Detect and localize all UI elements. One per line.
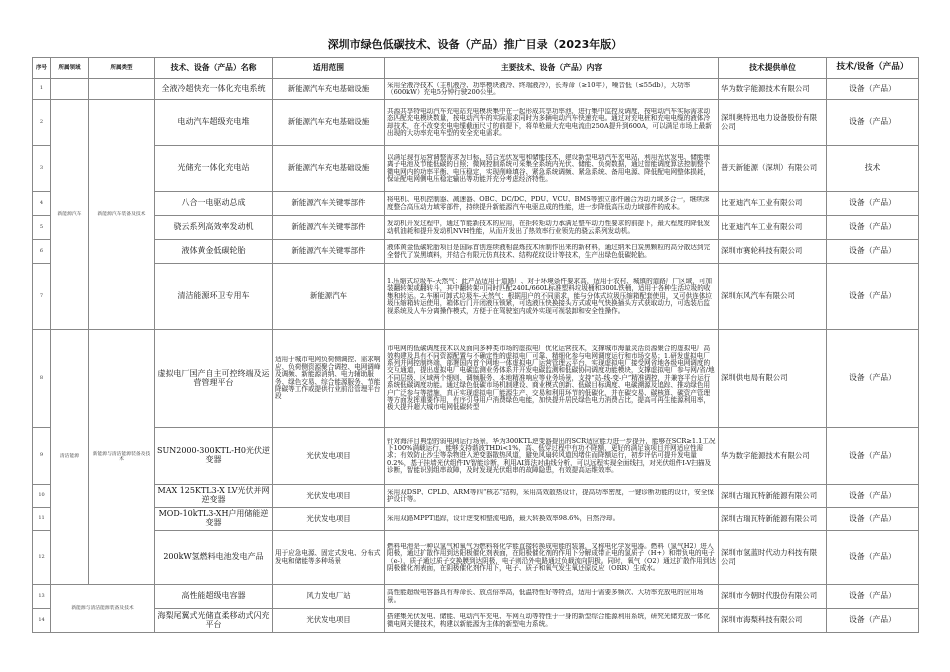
cell-domain: 新能源汽车 <box>51 100 89 330</box>
content-text: 搭建集光伏发电、储能、电动汽车充电、车网互动等特性于一身的新型综合能源利用系统，研究光储充放一体化微电网关键技术，构建以新能源为主体的新型电力系统。 <box>387 613 711 628</box>
cell-content <box>385 100 719 146</box>
cell-type: 设备（产品） <box>827 330 919 428</box>
header-row <box>33 58 919 79</box>
content-text: 高性能超级电容器具有寿命长、放点倍率高，低温特性好等特点，适用于需要多频次、大功率充放电的应用场景。 <box>387 589 704 604</box>
cell-provider: 比亚迪汽车工业有限公司 <box>719 192 827 216</box>
cell-name: 液体黄金低碳轮胎 <box>155 240 273 264</box>
cell-seq: 5 <box>33 216 51 240</box>
cell-scope: 新能源汽车充电基础设施 <box>273 146 385 192</box>
cell-scope: 新能源汽车充电基础设施 <box>273 100 385 146</box>
cell-domain: 清洁能源 <box>51 330 89 585</box>
cell-provider: 深圳市今朝时代股份有限公司 <box>719 585 827 609</box>
cell-type: 设备（产品） <box>827 240 919 264</box>
cell-provider: 深圳市氢蓝时代动力科技有限公司 <box>719 531 827 585</box>
cell-category: 新能源与清洁能源装备及技术 <box>51 585 155 633</box>
cell-name: SUN2000-300KTL-H0光伏逆变器 <box>155 428 273 485</box>
table-row <box>33 585 919 609</box>
content-text: 针对海洋目典型的弱电网运行场景，华为300KTL逆变器提出的SCR适应能力进一步提升，能够在SCR≥1.1工况下100%满载运行，能够支持谐波THDi<1%，高、低穿过程中有功不降额，更好的满足该项目并网适应性需求；有效防止沙尘等杂物进入逆变器散热风道，避免风扇转风道因堵住而降额运行，初步评估可提升发电量0.2%，基于挂墙光伏组件IV智能诊断，利用AI算法对曲线分析，可以远程实现全面线扫，对光伏组件I-V扫描及诊断，智能识别组串故障，及时发现光伏组串的故障隐患，有效提高运维效率。 <box>387 437 716 475</box>
cell-type: 设备（产品） <box>827 585 919 609</box>
header-category: 所属类型 <box>89 58 155 79</box>
cell-category: 新能源与清洁能源装备及技术 <box>89 330 155 585</box>
cell-content <box>385 585 719 609</box>
cell-content <box>385 146 719 192</box>
cell-provider: 比亚迪汽车工业有限公司 <box>719 216 827 240</box>
table-row <box>33 100 919 146</box>
scope-text: 适用于城市电网负荷侧调控、需求响应、负荷侧资源聚合调控、电网调峰及调频、新能源消纳、电力辅助服务、绿色交易、综合能源服务、节能降碳等工作或提供行业前沿管理平台段 <box>275 356 381 401</box>
content-text: 以满足现有运营调整需求为目标，结合光伏发电和储能技术，建设新型电动汽车充电站，利用光伏发电、储能锂离子电池及节能低碳的日照；微网控制系统可采集全系统内光伏、储能、负荷数据，通过智能调度算法控制整个微电网内的功率平衡、电压稳定，实现削峰填谷、紧急系统调频、紧急系统、备用电源、降低配电网整体损耗，保证配电网侧电压稳定输出等功能并充分考虑经济特性。 <box>387 153 711 183</box>
cell-seq: 7 <box>33 264 51 330</box>
table-row <box>33 192 919 216</box>
header-domain: 所属领域 <box>51 58 89 79</box>
table-row <box>33 146 919 192</box>
cell-type: 设备（产品） <box>827 216 919 240</box>
header-seq: 序号 <box>33 58 51 79</box>
table-row <box>33 508 919 531</box>
cell-content <box>385 609 719 633</box>
cell-provider: 深圳古瑞瓦特新能源有限公司 <box>719 508 827 531</box>
cell-provider: 深圳市海梨科技有限公司 <box>719 609 827 633</box>
table-row <box>33 264 919 330</box>
cell-type: 设备（产品） <box>827 508 919 531</box>
header-type: 技术/设备（产品） <box>827 58 919 79</box>
header-content: 主要技术、设备（产品）内容 <box>385 58 719 79</box>
content-text: 市电网的低碳调度技术以及面向多种类市场的虚拟电厂优化运营技术，支撑城市海量灵活资源聚合的虚拟电厂高效构建及具有不同资源配置与不确定性的虚拟电厂可靠、精细化参与电网调度运行和市场交易；1.研发虚拟电厂系列并网控制终端，部署国内首个网地一体虚拟电厂运营管理云平台，实现虚拟电厂接受网省地各级电网调度的交互通道，提出虚拟电厂电碳监测业务体系并开发电碳监测和低碳协同调度功能模块，支撑虚拟电厂参与网/省/地不同层级、区域两个细则、调频服务、本地精准响应等业务场景，支持“站-线-变-户”精准调控，并兼容平台运行系统低碳调度功能。通过绿色低碳市场机制建设、商业模式创新、低碳目标调度、电碳溯源及追踪、推动绿色用户广泛参与等措施，真正实现虚拟电厂能源生产、交易和利用环节的低碳化，并在碳交易、碳核算、碳资产管理等方面发挥重要作用，有序引导用户消费绿色电能，加快提升居民绿色电力消费占比，提高可再生能源利用率，极大提升超大城市电网低碳转型 <box>387 345 715 412</box>
cell-content <box>385 508 719 531</box>
cell-type: 设备（产品） <box>827 264 919 330</box>
cell-name: 清洁能源环卫专用车 <box>155 264 273 330</box>
cell-domain <box>51 79 89 100</box>
cell-scope: 用于应急电源、固定式发电、分布式发电和储能等多种场景 <box>273 531 385 585</box>
cell-name: 虚拟电厂国产自主可控终端及运营管理平台 <box>155 330 273 428</box>
table-row <box>33 531 919 585</box>
cell-content <box>385 264 719 330</box>
content-text: 1.压缩式垃圾车-天然气：此产品适用于道路厂、对于环境条件要求高，适用于农村、城镇的道路厂广区域，可加装翻转架或翻转斗，其中翻转架可同时匹配240L/660L标准塑料垃圾桶和300L铁桶，适用于各种生活垃圾的收集和转运。2.车厢可卸式垃圾车-天然气：根据用户的不同需求，能与分体式垃圾压缩箱配套使用，又可供连体垃圾压缩箱转运使用，箱体后门开闭液压锁紧，可选液压快换接头方式或电气快换插头方式获取动力，可选装后监视系统及人车分离操作模式，方便于在驾驶室内或外实现可视装卸和安全性操作。 <box>387 278 713 315</box>
content-text: 采用全液冷技术（主机液冷、功率模块液冷、终端液冷），长寿命（≥10年），噪音低（≤55db），大功率（600kW）充电5分钟行驶200公里。 <box>387 81 691 96</box>
cell-content <box>385 428 719 485</box>
table-row <box>33 330 919 428</box>
cell-scope: 光伏发电项目 <box>273 485 385 508</box>
cell-seq: 1 <box>33 79 51 100</box>
cell-scope: 光伏发电项目 <box>273 609 385 633</box>
cell-provider: 深圳古瑞瓦特新能源有限公司 <box>719 485 827 508</box>
cell-content <box>385 485 719 508</box>
table-row <box>33 609 919 633</box>
content-text: 发动机开发过程中，通过节能新技术的应用，在拒转矩动力承满足整车动力性要求的前提下，最大程度的降低发动机油耗和提升发动机NVH性能，从而开发出了热效率行业领先的骁云系列发动机。 <box>387 220 711 235</box>
cell-name: MAX 125KTL3-X LV光伏并网逆变器 <box>155 485 273 508</box>
document-title: 深圳市绿色低碳技术、设备（产品）推广目录（2023年版） <box>327 38 623 51</box>
cell-seq: 4 <box>33 192 51 216</box>
cell-name: 电动汽车超级充电堆 <box>155 100 273 146</box>
cell-category: 新能源汽车装备及技术 <box>89 100 155 330</box>
cell-provider: 深圳奥特迅电力设备股份有限公司 <box>719 100 827 146</box>
table-row <box>33 216 919 240</box>
cell-name: 骁云系列高效率发动机 <box>155 216 273 240</box>
cell-seq: 12 <box>33 531 51 585</box>
cell-name: 全液冷超快充一体化充电系统 <box>155 79 273 100</box>
cell-name: MOD-10kTL3-XH户用储能逆变器 <box>155 508 273 531</box>
cell-name: 八合一电驱动总成 <box>155 192 273 216</box>
table-row <box>33 485 919 508</box>
cell-provider: 华为数字能源技术有限公司 <box>719 79 827 100</box>
cell-provider: 华为数字能源技术有限公司 <box>719 428 827 485</box>
cell-content <box>385 79 719 100</box>
cell-type: 设备（产品） <box>827 428 919 485</box>
cell-type: 技术 <box>827 146 919 192</box>
cell-provider: 深圳供电局有限公司 <box>719 330 827 428</box>
content-text: 采用双路MPPT追踪，设计逆变和整流电路，最大转换效率98.6%，自然冷却。 <box>387 515 620 523</box>
cell-category <box>89 79 155 100</box>
cell-seq: 11 <box>33 508 51 531</box>
cell-content <box>385 330 719 428</box>
cell-seq: 10 <box>33 485 51 508</box>
cell-seq: 9 <box>33 428 51 485</box>
cell-content <box>385 531 719 585</box>
cell-name: 200kW氢燃料电池发电产品 <box>155 531 273 585</box>
content-text: 将电机、电机控制器、减速器、OBC、DC/DC、PDU、VCU、BMS等独立部件融合为动力域多合一，继续深度整合高压动力域零部件，持续提升新能源汽车电驱总成的性能，进一步降低高压动力域部件的成本。 <box>387 196 710 211</box>
cell-scope: 新能源汽车关键零部件 <box>273 216 385 240</box>
cell-provider: 深圳市赛轮科技有限公司 <box>719 240 827 264</box>
cell-content <box>385 192 719 216</box>
table-row <box>33 240 919 264</box>
cell-scope: 新能源汽车关键零部件 <box>273 240 385 264</box>
cell-type: 设备（产品） <box>827 485 919 508</box>
header-scope: 适用范围 <box>273 58 385 79</box>
cell-scope: 新能源汽车 <box>273 264 385 330</box>
cell-provider: 深圳东风汽车有限公司 <box>719 264 827 330</box>
cell-name: 海梨尾翼式光储直柔移动式闪充平台 <box>155 609 273 633</box>
cell-seq: 13 <box>33 585 51 609</box>
content-text: 共源共享特电动汽车充电站充电模块集中在一起形成共享功率池，进行集中监控及调度，按电动汽车实际需求动态匹配充电模块数量，按电动汽车的实际需求同时为多辆电动汽车快速充电。通过对充电桩和充电电缆的液体冷却技术，在不改变充电电缆截面尺寸的前提下，将单枪最大充电电流由250A提升到600A，可以满足市场上最新出现的大功率充电车型的安全充电需求。 <box>387 107 712 137</box>
cell-seq: 6 <box>33 240 51 264</box>
cell-scope: 光伏发电项目 <box>273 428 385 485</box>
cell-scope: 光伏发电项目 <box>273 508 385 531</box>
cell-content <box>385 240 719 264</box>
content-text: 液体黄金低碳轮胎项目是国际首创连续液相混炼技术所制作出来的新材料，通过纳米白炭黑颗粒的高分散达到完全替代了炭黑填料，并结合有限元仿真技术、结构花纹设计等技术，生产出绿色低碳轮胎。 <box>387 244 711 259</box>
cell-type: 设备（产品） <box>827 79 919 100</box>
cell-scope <box>273 330 385 428</box>
cell-scope: 新能源汽车充电基础设施 <box>273 79 385 100</box>
cell-type: 设备（产品） <box>827 192 919 216</box>
catalog-table <box>32 57 919 633</box>
table-row <box>33 428 919 485</box>
cell-seq: 8 <box>33 330 51 428</box>
header-provider: 技术提供单位 <box>719 58 827 79</box>
table-row <box>33 79 919 100</box>
cell-seq: 3 <box>33 146 51 192</box>
cell-name: 光储充一体化充电站 <box>155 146 273 192</box>
content-text: 燃料电池是一种以氢气和氧气为燃料将化学能直接转换成电能的装置，又称电化学发电器。燃料（氢气H2）进入阳极，通过扩散作用到达阳极催化剂表面，在阳极催化剂的作用下分解成带正电的氢质子（H+）和带负电的电子（e-），质子通过质子交换膜到达阴极，电子则沿外电路通过负载流向阴极。同时，氧气（O2）通过扩散作用到达阴极催化剂表面，在阴极催化剂作用下，电子、质子和氧气发生氧还原反应（ORR）生成水。 <box>387 542 716 572</box>
cell-scope: 风力发电厂站 <box>273 585 385 609</box>
cell-scope: 新能源汽车关键零部件 <box>273 192 385 216</box>
cell-seq: 2 <box>33 100 51 146</box>
content-text: 采用双DSP、CPLD、ARM等四“核芯”结构，采用高效散热设计，提高功率密度，一键诊断功能的设计，安全保护设计等。 <box>387 488 714 503</box>
cell-type: 设备（产品） <box>827 531 919 585</box>
cell-type: 设备（产品） <box>827 100 919 146</box>
cell-seq: 14 <box>33 609 51 633</box>
cell-provider: 普天新能源（深圳）有限公司 <box>719 146 827 192</box>
cell-content <box>385 216 719 240</box>
cell-name: 高性能超级电容器 <box>155 585 273 609</box>
cell-type: 设备（产品） <box>827 609 919 633</box>
header-name: 技术、设备（产品）名称 <box>155 58 273 79</box>
